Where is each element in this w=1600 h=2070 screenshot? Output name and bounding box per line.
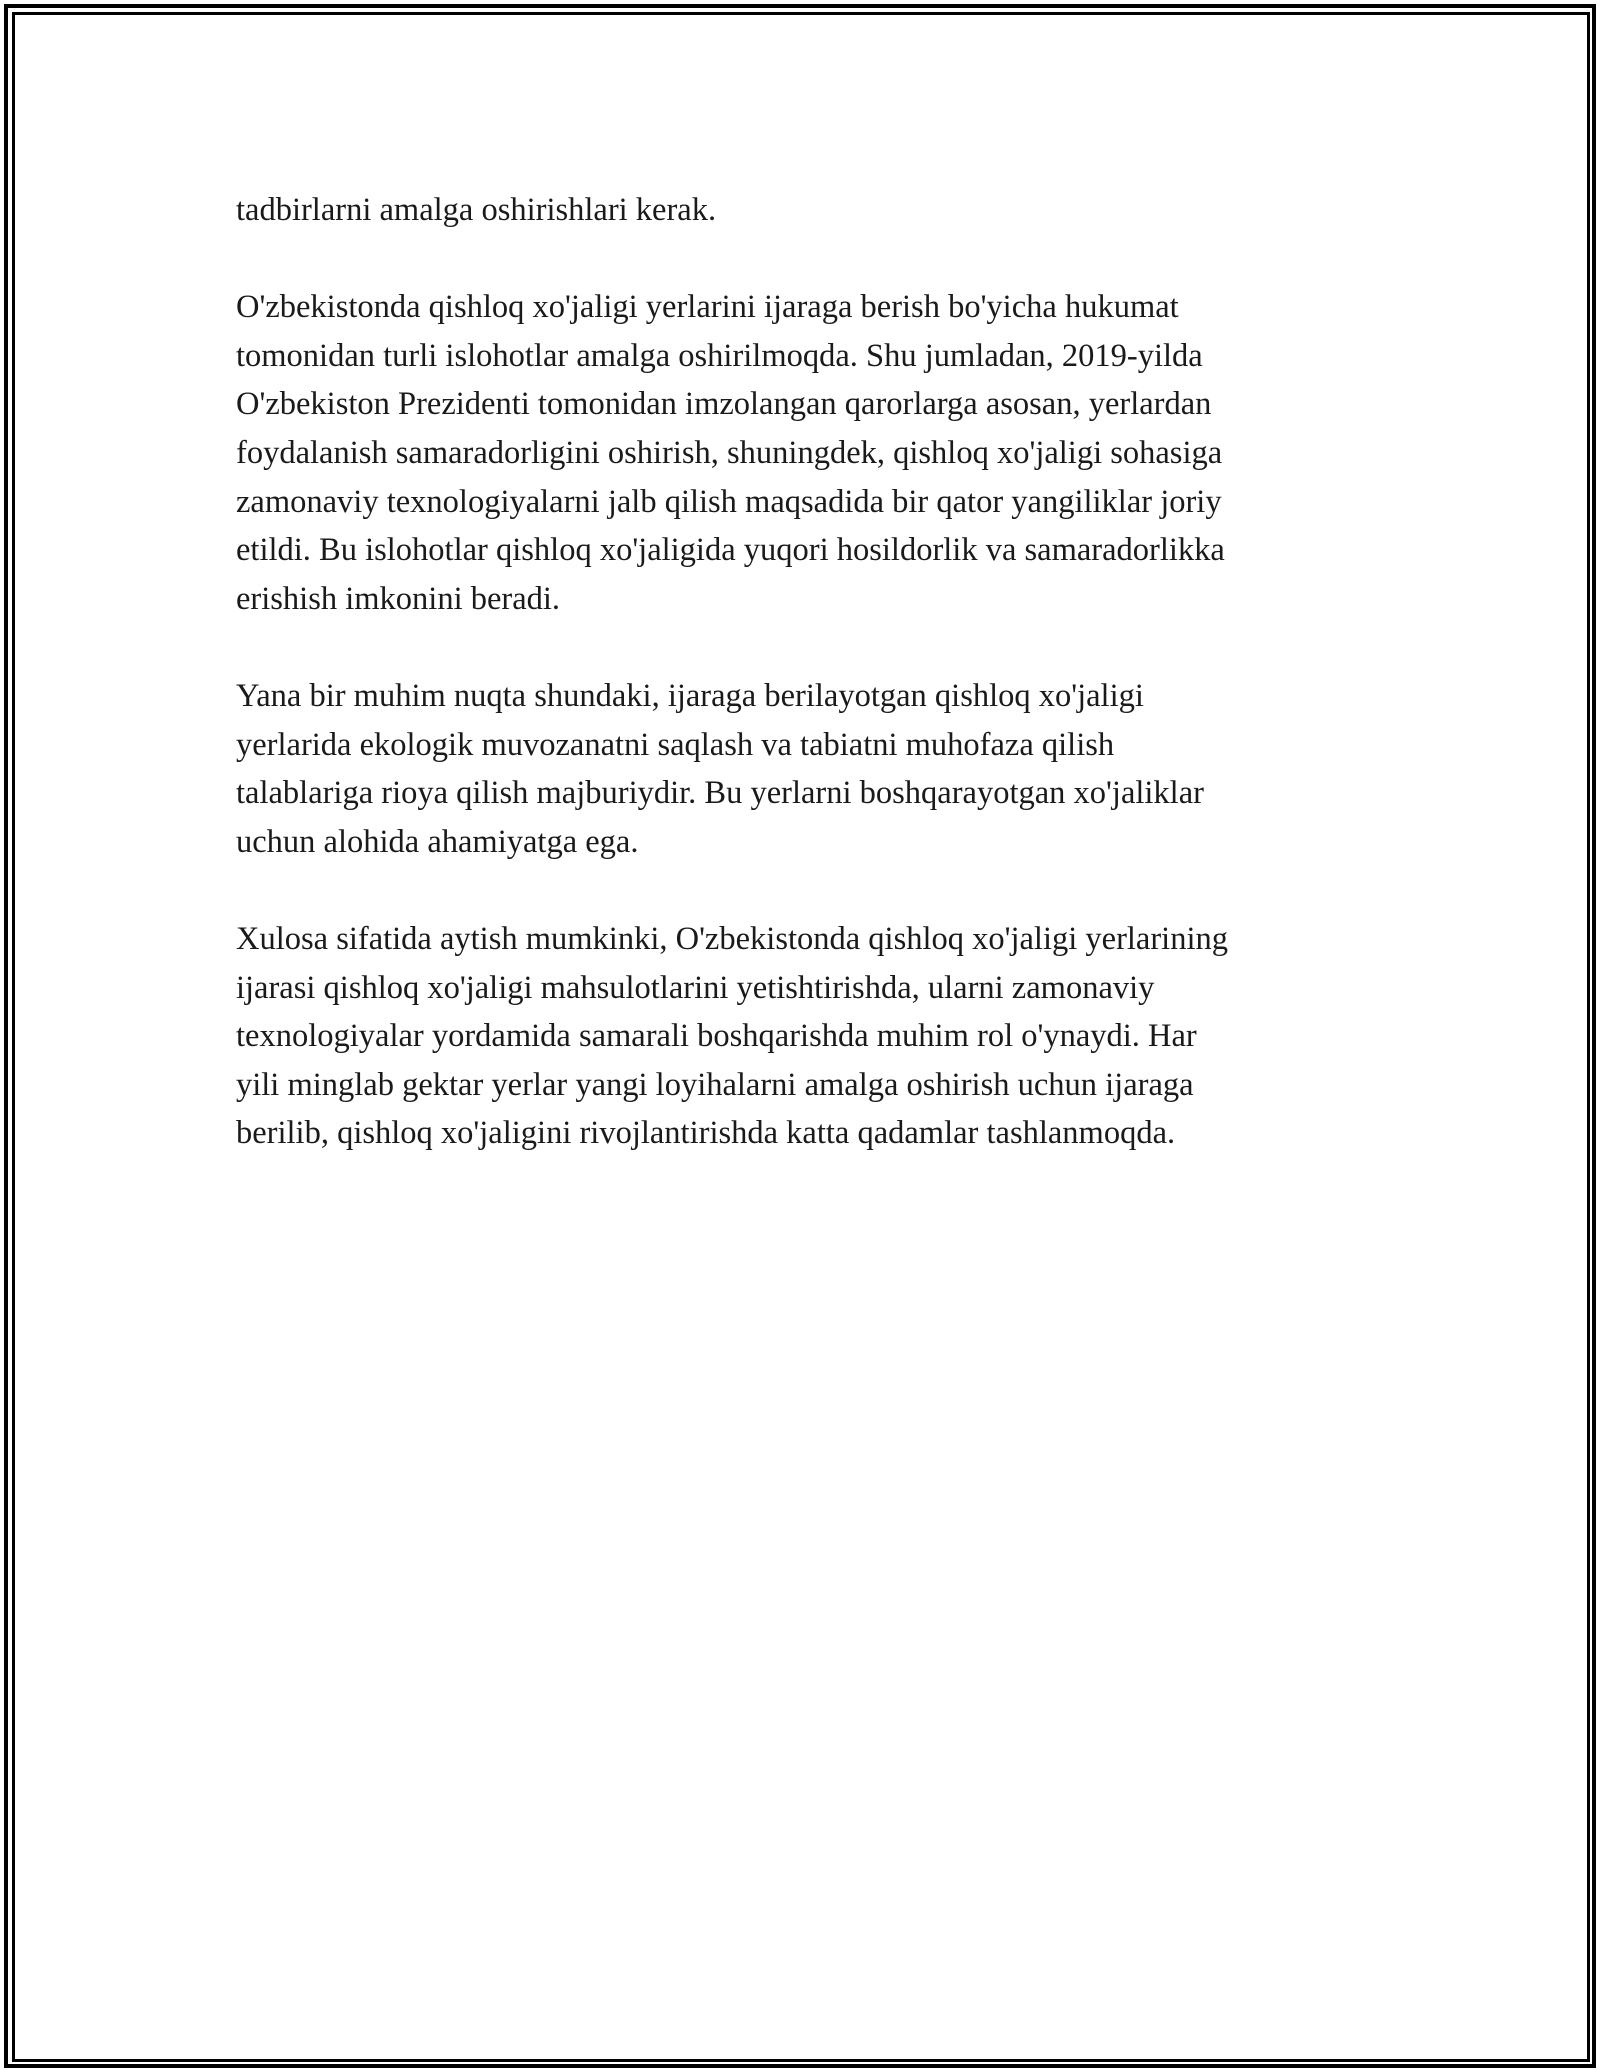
paragraph-continuation: tadbirlarni amalga oshirishlari kerak. <box>236 192 717 228</box>
paragraph-ecology: Yana bir muhim nuqta shundaki, ijaraga berilayotgan qishloq xo'jaligi yerlarida ekologik muvozanatni saqlash va tabiatni muhofaza qilish talablariga rioya qilish majburiydir. Bu yerlarni boshqarayotgan xo'jaliklar uchun alohida ahamiyatga ega. <box>236 677 1204 860</box>
document-body <box>236 186 1386 1206</box>
paragraph-conclusion: Xulosa sifatida aytish mumkinki, O'zbekistonda qishloq xo'jaligi yerlarining ijarasi qishloq xo'jaligi mahsulotlarini yetishtirishda, ularni zamonaviy texnologiyalar yordamida samarali boshqarishda muhim rol o'ynaydi. Har yili minglab gektar yerlar yangi loyihalarni amalga oshirish uchun ijaraga berilib, qishloq xo'jaligini rivojlantirishda katta qadamlar tashlanmoqda. <box>236 920 1228 1152</box>
paragraph-reforms: O'zbekistonda qishloq xo'jaligi yerlarini ijaraga berish bo'yicha hukumat tomonidan turli islohotlar amalga oshirilmoqda. Shu jumladan, 2019-yilda O'zbekiston Prezidenti tomonidan imzolangan qarorlarga asosan, yerlardan foydalanish samaradorligini oshirish, shuningdek, qishloq xo'jaligi sohasiga zamonaviy texnologiyalarni jalb qilish maqsadida bir qator yangiliklar joriy etildi. Bu islohotlar qishloq xo'jaligida yuqori hosildorlik va samaradorlikka erishish imkonini beradi. <box>236 289 1225 617</box>
